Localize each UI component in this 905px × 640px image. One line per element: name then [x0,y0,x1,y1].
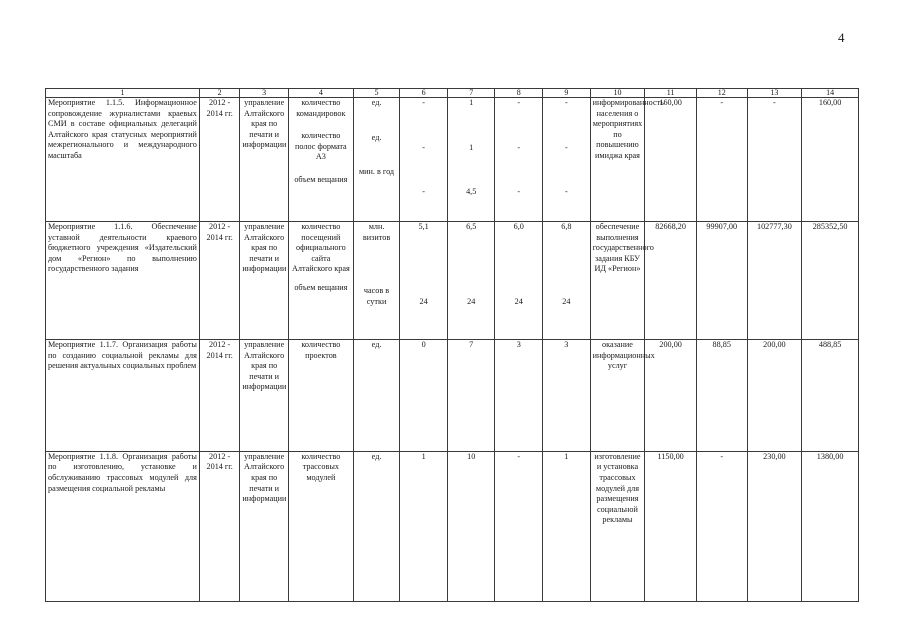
total-cell: 285352,50 [802,222,859,340]
amount-cell: 200,00 [645,339,697,451]
unit-value: ед. [371,132,382,142]
executor-cell: управление Алтайского края по печати и информации [240,339,289,451]
result-cell: изготовление и установка трассовых модулей для размещения социальной рекламы [590,451,645,601]
amount-cell: 99907,00 [696,222,747,340]
amount-cell: - [696,98,747,222]
page-number: 4 [838,30,845,45]
result-cell: информированность населения о мероприятиях по повышению имиджа края [590,98,645,222]
amount-cell: 230,00 [747,451,802,601]
action-cell: Мероприятие 1.1.5. Информационное сопровождение журналистами краевых СМИ в составе официальных делегаций Алтайского края статусных мероприятий межрегионального и международного масштаба [46,98,200,222]
period-cell: 2012 - 2014 гг. [199,451,239,601]
value-2012: 1 [469,98,474,108]
value-2012: 24 [467,296,476,306]
amount-cell: - [747,98,802,222]
header-cell: 2 [199,89,239,98]
header-cell: 9 [543,89,591,98]
header-cell: 8 [495,89,543,98]
unit-value: ед. [371,98,382,108]
indicator-name: количество полос формата А3 [295,131,347,162]
value-2014: - [564,142,568,152]
amount-cell: 1150,00 [645,451,697,601]
value-2012: 6,5 [466,222,477,232]
indicator-name: количество посещений официального сайта Алтайского края [291,222,350,274]
executor-cell: управление Алтайского края по печати и информации [240,98,289,222]
header-cell: 1 [46,89,200,98]
value-2012: 1 [469,142,474,152]
value-2013: 3 [495,339,543,451]
table-row [46,222,859,340]
value-2012: 4,5 [466,187,477,197]
value-2011: 1 [400,451,448,601]
value-cell [447,98,495,222]
value-2014: - [564,98,568,108]
header-row [46,89,859,98]
amount-cell: 160,00 [645,98,697,222]
value-cell [495,222,543,340]
indicator-cell: количество проектов [288,339,353,451]
result-cell: оказание информационных услуг [590,339,645,451]
unit-cell: ед. [353,339,400,451]
value-2013: - [517,142,521,152]
indicator-cell [288,222,353,340]
unit-value: мин. в год [358,167,395,177]
value-2013: - [495,451,543,601]
unit-value: млн. визитов [362,222,391,242]
header-cell: 6 [400,89,448,98]
unit-cell [353,98,400,222]
value-2014: 1 [543,451,591,601]
indicator-name: объем вещания [294,175,348,185]
header-cell: 14 [802,89,859,98]
action-cell: Мероприятие 1.1.8. Организация работы по изготовлению, установке и обслуживанию трассовых модулей для размещения социальной рекламы [46,451,200,601]
value-2014: 24 [562,296,571,306]
indicator-name: количество командировок [296,98,346,118]
value-2014: 3 [543,339,591,451]
header-cell: 5 [353,89,400,98]
value-2011: - [422,187,425,197]
table-row [46,98,859,222]
total-cell: 160,00 [802,98,859,222]
indicator-cell: количество трассовых модулей [288,451,353,601]
value-cell [543,98,591,222]
indicator-name: объем вещания [294,282,348,292]
action-cell: Мероприятие 1.1.7. Организация работы по созданию социальной рекламы для решения актуальных социальных проблем [46,339,200,451]
header-cell: 4 [288,89,353,98]
unit-value: часов в сутки [363,286,390,306]
header-cell: 10 [590,89,645,98]
header-cell: 12 [696,89,747,98]
result-cell: обеспечение выполнения государственного задания КБУ ИД «Регион» [590,222,645,340]
amount-cell: 102777,30 [747,222,802,340]
value-2012: 10 [447,451,495,601]
value-2012: 7 [447,339,495,451]
value-cell [543,222,591,340]
header-cell: 11 [645,89,697,98]
header-cell: 7 [447,89,495,98]
header-cell: 3 [240,89,289,98]
value-2011: - [422,98,425,108]
value-2013: - [517,187,521,197]
amount-cell: 88,85 [696,339,747,451]
amount-cell: 82668,20 [645,222,697,340]
executor-cell: управление Алтайского края по печати и информации [240,451,289,601]
program-table [45,88,859,602]
period-cell: 2012 - 2014 гг. [199,98,239,222]
action-cell: Мероприятие 1.1.6. Обеспечение уставной деятельности краевого бюджетного учреждения «Издательский дом «Регион» по выполнению государственного задания [46,222,200,340]
value-cell [495,98,543,222]
value-2013: 24 [514,296,523,306]
indicator-cell [288,98,353,222]
value-cell [447,222,495,340]
value-cell [400,222,448,340]
value-2014: 6,8 [561,222,572,232]
amount-cell: - [696,451,747,601]
period-cell: 2012 - 2014 гг. [199,222,239,340]
value-2011: 5,1 [418,222,429,232]
total-cell: 488,85 [802,339,859,451]
header-cell: 13 [747,89,802,98]
value-2011: 24 [419,296,428,306]
value-2011: 0 [400,339,448,451]
table-row [46,339,859,451]
table-row [46,451,859,601]
value-2014: - [564,187,568,197]
total-cell: 1380,00 [802,451,859,601]
unit-cell [353,222,400,340]
value-2013: - [517,98,521,108]
value-cell [400,98,448,222]
executor-cell: управление Алтайского края по печати и информации [240,222,289,340]
value-2011: - [422,142,425,152]
period-cell: 2012 - 2014 гг. [199,339,239,451]
unit-cell: ед. [353,451,400,601]
value-2013: 6,0 [513,222,524,232]
amount-cell: 200,00 [747,339,802,451]
